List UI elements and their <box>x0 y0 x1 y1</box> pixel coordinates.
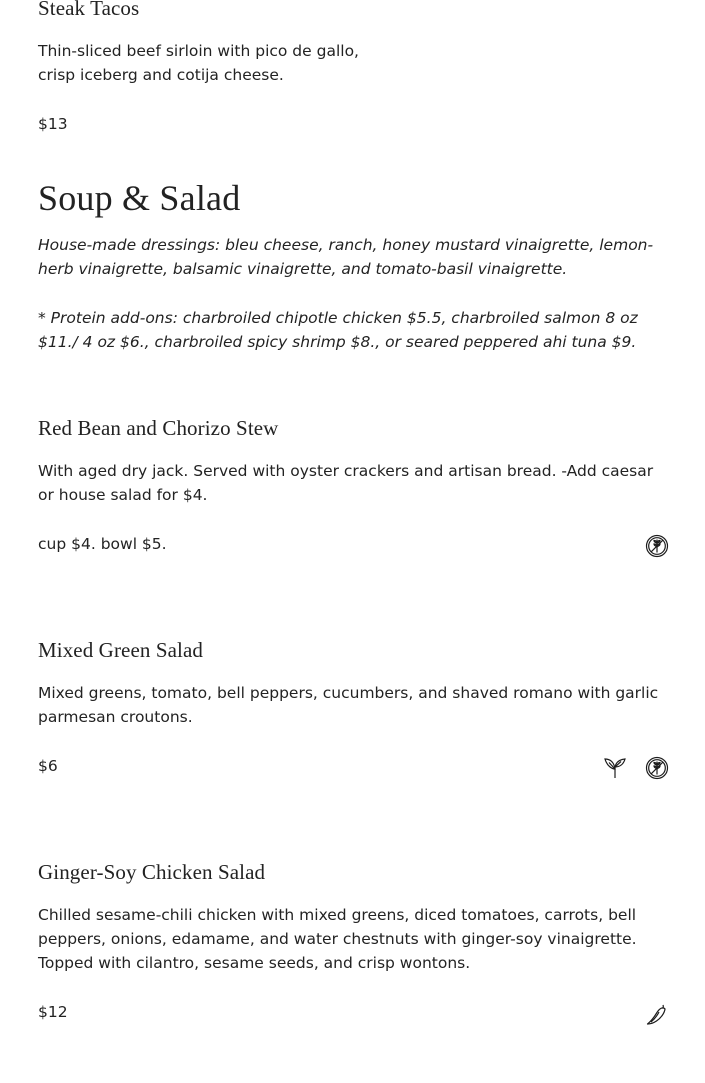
item-title-red-bean-chorizo-stew: Red Bean and Chorizo Stew <box>38 416 279 440</box>
item-description-ginger-soy-chicken-salad: Chilled sesame-chili chicken with mixed greens, diced tomatoes, carrots, bell peppers, onions, edamame, and water chestnuts with ginger-soy vinaigrette. Topped with cilantro, sesame seeds, and crisp wontons. <box>38 906 637 972</box>
spicy-icon <box>645 1002 669 1026</box>
section-note-protein-addons: * Protein add-ons: charbroiled chipotle chicken $5.5, charbroiled salmon 8 oz $11./ 4 oz $6., charbroiled spicy shrimp $8., or seared peppered ahi tuna $9. <box>38 309 638 351</box>
item-description-red-bean-chorizo-stew: With aged dry jack. Served with oyster crackers and artisan bread. -Add caesar or house salad for $4. <box>38 462 654 504</box>
section-title-soup-salad: Soup & Salad <box>38 178 241 218</box>
gluten-free-icon <box>645 534 669 558</box>
item-price-red-bean-chorizo-stew: cup $4. bowl $5. <box>38 535 167 553</box>
section-note-dressings: House-made dressings: bleu cheese, ranch, honey mustard vinaigrette, lemon-herb vinaigrette, balsamic vinaigrette, and tomato-basil vinaigrette. <box>38 236 654 278</box>
item-description-steak-tacos: Thin-sliced beef sirloin with pico de gallo, crisp iceberg and cotija cheese. <box>38 42 359 84</box>
gluten-free-icon <box>645 756 669 780</box>
vegetarian-icon <box>603 756 627 780</box>
item-title-mixed-green-salad: Mixed Green Salad <box>38 638 203 662</box>
item-price-steak-tacos: $13 <box>38 115 68 133</box>
item-price-ginger-soy-chicken-salad: $12 <box>38 1003 68 1021</box>
item-title-steak-tacos: Steak Tacos <box>38 0 140 20</box>
item-price-mixed-green-salad: $6 <box>38 757 58 775</box>
item-title-ginger-soy-chicken-salad: Ginger-Soy Chicken Salad <box>38 860 266 884</box>
item-description-mixed-green-salad: Mixed greens, tomato, bell peppers, cucumbers, and shaved romano with garlic parmesan croutons. <box>38 684 659 726</box>
